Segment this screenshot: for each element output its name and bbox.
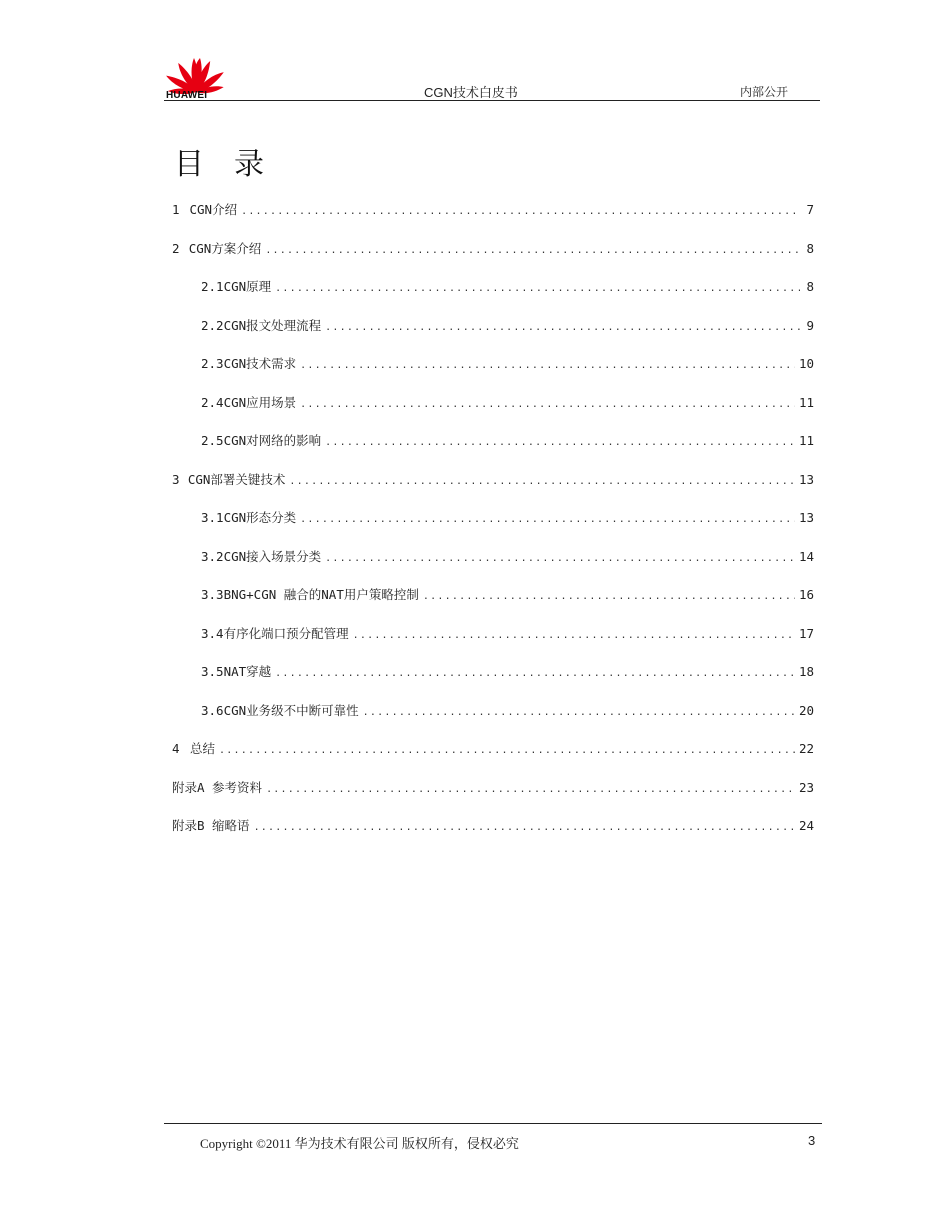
toc-entry-label: NAT穿越 (223, 664, 272, 679)
toc-entry-number: 3.6 (201, 702, 224, 718)
toc-entry[interactable] (172, 431, 814, 470)
toc-entry[interactable] (172, 585, 814, 624)
toc-entry-label: CGN原理 (223, 279, 272, 294)
toc-entry-number: 2.5 (201, 433, 224, 448)
document-title: CGN技术白皮书 (424, 85, 518, 100)
toc-entry-page: 23 (798, 779, 814, 795)
toc-dot-leader (353, 629, 795, 643)
toc-entry-page: 11 (798, 433, 814, 448)
toc-entry-label: CGN技术需求 (223, 356, 297, 371)
toc-dot-leader (300, 359, 795, 373)
toc-entry-label: CGN方案介绍 (188, 240, 262, 256)
footer-divider (164, 1123, 822, 1124)
toc-entry[interactable] (172, 547, 814, 586)
toc-entry-page: 24 (798, 818, 814, 833)
toc-entry-number: 3.2 (201, 548, 224, 564)
toc-entry-number: 2.4 (201, 394, 224, 410)
toc-entry-page: 10 (798, 356, 814, 371)
toc-entry[interactable] (172, 354, 814, 393)
toc-dot-leader (275, 282, 800, 296)
toc-entry-page: 13 (798, 510, 814, 525)
toc-entry-page: 7 (806, 202, 814, 217)
toc-dot-leader (266, 783, 795, 797)
toc-heading: 目录 (174, 147, 294, 182)
toc-entry-page: 9 (806, 317, 814, 333)
toc-entry-page: 16 (798, 587, 814, 602)
toc-entry[interactable] (172, 624, 814, 663)
toc-entry[interactable] (172, 701, 814, 740)
toc-entry[interactable] (172, 508, 814, 547)
toc-dot-leader (265, 244, 800, 258)
toc-entry-label: CGN介绍 (189, 202, 238, 217)
toc-entry-page: 22 (798, 741, 814, 756)
toc-entry-page: 14 (798, 548, 814, 564)
toc-dot-leader (254, 821, 795, 835)
toc-entry-number: 3 (172, 471, 180, 487)
header-divider (164, 100, 820, 101)
toc-entry-number: 2 (172, 240, 180, 256)
toc-entry-number: 3.1 (201, 510, 224, 525)
toc-entry-label: 附录A 参考资料 (172, 779, 263, 795)
toc-entry-label: CGN接入场景分类 (223, 548, 322, 564)
toc-dot-leader (300, 513, 795, 527)
toc-dot-leader (423, 590, 795, 604)
toc-entry-page: 8 (806, 279, 814, 294)
toc-dot-leader (219, 744, 795, 758)
toc-entry-label: 附录B 缩略语 (172, 818, 250, 833)
toc-dot-leader (241, 205, 800, 219)
toc-entry[interactable] (172, 739, 814, 778)
toc-entry-page: 8 (806, 240, 814, 256)
toc-dot-leader (363, 706, 795, 720)
toc-entry[interactable] (172, 778, 814, 817)
toc-entry-label: CGN形态分类 (223, 510, 297, 525)
toc-entry-number: 2.3 (201, 356, 224, 371)
toc-entry-page: 17 (798, 625, 814, 641)
toc-entry-label: CGN对网络的影响 (223, 433, 322, 448)
toc-entry-label: CGN报文处理流程 (223, 317, 322, 333)
classification-label: 内部公开 (740, 85, 789, 99)
toc-entry-page: 18 (798, 664, 814, 679)
toc-entry[interactable] (172, 316, 814, 355)
toc-entry[interactable] (172, 662, 814, 701)
toc-entry-number: 3.5 (201, 664, 224, 679)
toc-dot-leader (300, 398, 795, 412)
table-of-contents (172, 200, 814, 855)
toc-dot-leader (325, 321, 800, 335)
toc-entry-number: 3.4 (201, 625, 224, 641)
toc-entry[interactable] (172, 277, 814, 316)
toc-dot-leader (325, 552, 795, 566)
toc-entry-page: 13 (798, 471, 814, 487)
toc-entry[interactable] (172, 816, 814, 855)
toc-entry-number: 4 (172, 741, 180, 756)
toc-entry-number: 2.2 (201, 317, 224, 333)
toc-entry[interactable] (172, 239, 814, 278)
toc-entry[interactable] (172, 393, 814, 432)
toc-dot-leader (289, 475, 795, 489)
toc-entry-page: 20 (798, 702, 814, 718)
copyright-notice: Copyright ©2011 华为技术有限公司 版权所有，侵权必究 (200, 1136, 519, 1151)
toc-entry[interactable] (172, 470, 814, 509)
toc-entry-label: CGN业务级不中断可靠性 (223, 702, 359, 718)
page-number: 3 (808, 1133, 816, 1148)
toc-entry-number: 2.1 (201, 279, 224, 294)
toc-entry[interactable] (172, 200, 814, 239)
toc-entry-label: CGN部署关键技术 (187, 471, 286, 487)
toc-entry-number: 1 (172, 202, 180, 217)
toc-dot-leader (275, 667, 795, 681)
toc-entry-label: 有序化端口预分配管理 (223, 625, 349, 641)
toc-entry-page: 11 (798, 394, 814, 410)
toc-entry-number: 3.3 (201, 587, 224, 602)
toc-entry-label: BNG+CGN 融合的NAT用户策略控制 (223, 587, 419, 602)
toc-entry-label: 总结 (190, 741, 216, 756)
toc-entry-label: CGN应用场景 (223, 394, 297, 410)
brand-name: HUAWEI (166, 90, 208, 101)
toc-dot-leader (325, 436, 795, 450)
